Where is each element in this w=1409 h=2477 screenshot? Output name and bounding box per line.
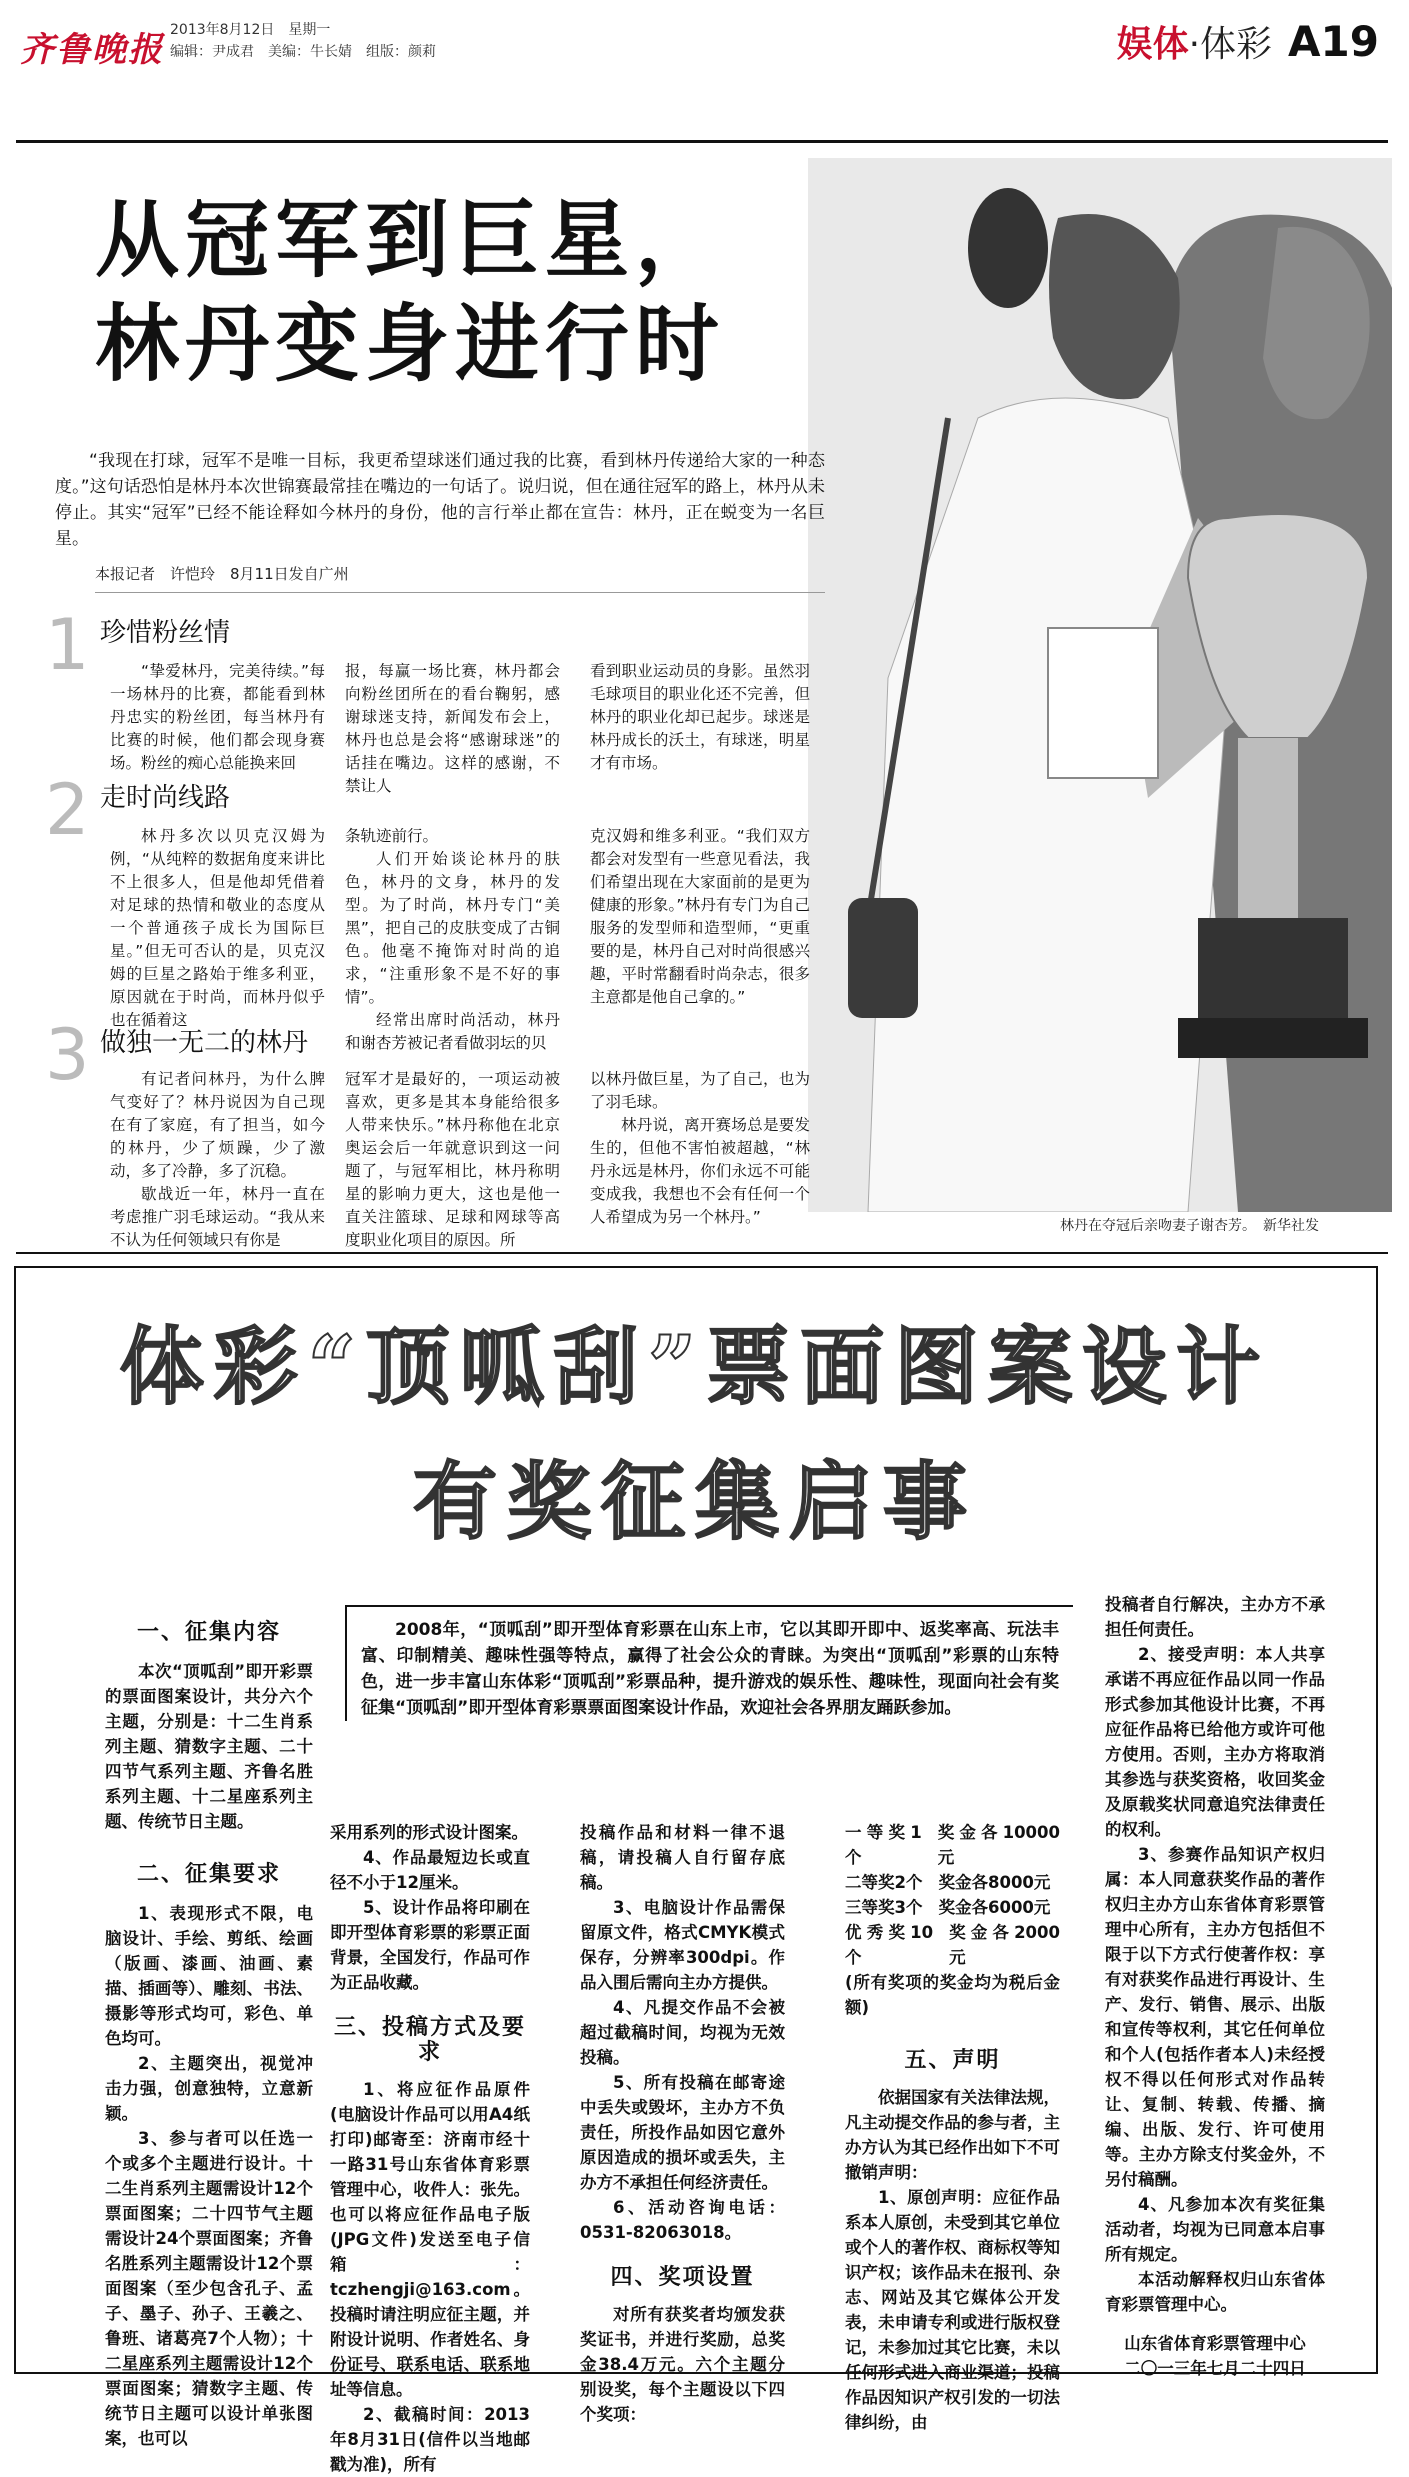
- section-2-title: 走时尚线路: [100, 783, 231, 813]
- ad-heading-4: 四、奖项设置: [610, 2265, 755, 2290]
- header-rule: [16, 140, 1388, 143]
- ad-heading-5: 五、声明: [904, 2048, 1001, 2073]
- headline-line-1: 从冠军到巨星，: [95, 190, 726, 289]
- ad-col-4: 一等奖1个 奖金各10000元 二等奖2个 奖金各8000元 三等奖3个 奖金各6000元 优秀奖10个 奖金各2000元 (所有奖项的奖金均为税后金额) 五、声明 依据国家有关法律法规，凡主动提交作品的参与者，主办方认为其已经作出如下不可撤销声明： 1、原创声明：应征作品系本人原创，未受到其它单位或个人的著作权、商标权等知识产权；该作品未在报刊、杂志、网站及其它媒体公开发表，未申请专利或进行版权登记，未参加过其它比赛，未以任何形式进入商业渠道；投稿作品因知识产权引发的一切法律纠纷，由: [845, 1820, 1060, 2435]
- ad-col-5: 投稿者自行解决，主办方不承担任何责任。 2、接受声明：本人共享承诺不再应征作品以同一作品形式参加其他设计比赛，不再应征作品将已给他方或许可他方使用。否则，主办方将取消其参选与获奖资格，收回奖金及原载奖状同意追究法律责任的权利。 3、参赛作品知识产权归属：本人同意获奖作品的著作权归主办方山东省体育彩票管理中心所有，主办方包括但不限于以下方式行使著作权：享有对获奖作品进行再设计、生产、发行、销售、展示、出版和宣传等权利，其它任何单位和个人(包括作者本人)未经授权不得以任何形式对作品转让、复制、转载、传播、摘编、出版、发行、许可使用等。主办方除支付奖金外，不另付稿酬。 4、凡参加本次有奖征集活动者，均视为已同意本启事所有规定。 本活动解释权归山东省体育彩票管理中心。 山东省体育彩票管理中心 二〇一三年七月二十四日: [1105, 1592, 1325, 2381]
- section-3-number: 3: [45, 1014, 90, 1096]
- section-3-col-3: 以林丹做巨星，为了自己，也为了羽毛球。 林丹说，离开赛场总是要发生的，但他不害怕被超越，“林丹永远是林丹，你们永远不可能变成我，我想也不会有任何一个人希望成为另一个林丹。”: [590, 1070, 810, 1226]
- section-3-title: 做独一无二的林丹: [100, 1028, 309, 1058]
- section-header: [1117, 16, 1379, 67]
- section-2-number: 2: [45, 769, 90, 851]
- ad-signature-org: 山东省体育彩票管理中心: [1124, 2334, 1306, 2353]
- section-1-col-1: “挚爱林丹，完美待续。”每一场林丹的比赛，都能看到林丹忠实的粉丝团，每当林丹有比赛的时候，他们都会现身赛场。粉丝的痴心总能换来回: [110, 662, 325, 772]
- section-name: 娱体: [1116, 24, 1189, 65]
- ad-intro: 2008年，“顶呱刮”即开型体育彩票在山东上市，它以其即开即中、返奖率高、玩法丰富、印制精美、趣味性强等特点，赢得了社会公众的青睐。为突出“顶呱刮”彩票的山东特色，进一步丰富山东体彩“顶呱刮”彩票品种，提升游戏的娱乐性、趣味性，现面向社会有奖征集“顶呱刮”即开型体育彩票票面图案设计作品，欢迎社会各界朋友踊跃参加。: [345, 1605, 1073, 1721]
- section-2-col-2: 条轨迹前行。 人们开始谈论林丹的肤色，林丹的文身，林丹的发型。为了时尚，林丹专门“美黑”，把自己的皮肤变成了古铜色。他毫不掩饰对时尚的追求，“注重形象不是不好的事情”。 经常出席时尚活动，林丹和谢杏芳被记者看做羽坛的贝: [345, 827, 560, 1052]
- headline-line-2: 林丹变身进行时: [95, 294, 726, 393]
- section-2-col-3: 克汉姆和维多利亚。“我们双方都会对发型有一些意见看法，我们希望出现在大家面前的是更为健康的形象。”林丹有专门为自己服务的发型师和造型师，“更重要的是，林丹自己对时尚很感兴趣，平时常翻看时尚杂志，很多主意都是他自己拿的。”: [590, 827, 810, 1006]
- ad-col-2: 采用系列的形式设计图案。 4、作品最短边长或直径不小于12厘米。 5、设计作品将印刷在即开型体育彩票的彩票正面背景，全国发行，作品可作为正品收藏。 三、投稿方式及要求 1、将应征作品原件(电脑设计作品可以用A4纸打印)邮寄至：济南市经十一路31号山东省体育彩票管理中心，收件人：张先。也可以将应征作品电子版(JPG文件)发送至电子信箱：tczhengji@163.com。投稿时请注明应征主题，并附设计说明、作者姓名、身份证号、联系电话、联系地址等信息。 2、截稿时间：2013年8月31日(信件以当地邮戳为准)，所有: [330, 1823, 530, 2474]
- byline-rule: [95, 592, 825, 593]
- page-number: A19: [1288, 17, 1379, 66]
- prize-row: 一等奖1个 奖金各10000元: [845, 1823, 1060, 1867]
- section-1-col-2: 报，每赢一场比赛，林丹都会向粉丝团所在的看台鞠躬，感谢球迷支持，新闻发布会上，林丹也总是会将“感谢球迷”的话挂在嘴边。这样的感谢，不禁让人: [345, 662, 560, 795]
- news-photo: [808, 158, 1392, 1212]
- section-1-col-3: 看到职业运动员的身影。虽然羽毛球项目的职业化还不完善，但林丹的职业化却已起步。球迷是林丹成长的沃土，有球迷，明星才有市场。: [590, 662, 810, 772]
- kiss-photo-illustration: [808, 158, 1392, 1212]
- staff-line: 编辑：尹成君 美编：牛长婧 组版：颜莉: [170, 44, 436, 60]
- ad-col-1: 一、征集内容 本次“顶呱刮”即开彩票的票面图案设计，共分六个主题，分别是：十二生肖系列主题、猜数字主题、二十四节气系列主题、齐鲁名胜系列主题、十二星座系列主题、传统节日主题。 二、征集要求 1、表现形式不限，电脑设计、手绘、剪纸、绘画（版画、漆画、油画、素描、插画等）、雕刻、书法、摄影等形式均可，彩色、单色均可。 2、主题突出，视觉冲击力强，创意独特，立意新颖。 3、参与者可以任选一个或多个主题进行设计。十二生肖系列主题需设计12个票面图案；二十四节气主题需设计24个票面图案；齐鲁名胜系列主题需设计12个票面图案（至少包含孔子、孟子、墨子、孙子、王羲之、鲁班、诸葛亮7个人物）；十二星座系列主题需设计12个票面图案；猜数字主题、传统节日主题可以设计单张图案，也可以: [105, 1620, 313, 2448]
- ad-heading-2: 二、征集要求: [136, 1862, 281, 1887]
- prize-note: (所有奖项的奖金均为税后金额): [845, 1973, 1060, 2017]
- section-2-col-1: 林丹多次以贝克汉姆为例，“从纯粹的数据角度来讲比不上很多人，但是他却凭借着对足球的热情和敬业的态度从一个普通孩子成长为国际巨星。”但无可否认的是，贝克汉姆的巨星之路始于维多利亚，原因就在于时尚，而林丹似乎也在循着这: [110, 827, 325, 1029]
- ad-heading-1: 一、征集内容: [136, 1620, 281, 1645]
- ad-title-line-2: 有奖征集启事: [412, 1452, 977, 1551]
- prize-list: [845, 1820, 1060, 2020]
- ad-signature-date: 二〇一三年七月二十四日: [1124, 2359, 1306, 2378]
- prize-row: 二等奖2个 奖金各8000元: [845, 1873, 1051, 1892]
- prize-row: 优秀奖10个 奖金各2000元: [845, 1923, 1060, 1967]
- photo-caption: 林丹在夺冠后亲吻妻子谢杏芳。 新华社发: [1060, 1218, 1319, 1234]
- section-3-col-1: 有记者问林丹，为什么脾气变好了？林丹说因为自己现在有了家庭，有了担当，如今的林丹，少了烦躁，少了激动，多了冷静，多了沉稳。 歇战近一年，林丹一直在考虑推广羽毛球运动。“我从来不认为任何领域只有你是: [110, 1070, 325, 1249]
- section-3-col-2: 冠军才是最好的，一项运动被喜欢，更多是其本身能给很多人带来快乐。”林丹称他在北京奥运会后一年就意识到这一问题了，与冠军相比，林丹称明星的影响力更大，这也是他一直关注篮球、足球和网球等高度职业化项目的原因。所: [345, 1070, 560, 1249]
- section-1-title: 珍惜粉丝情: [100, 618, 231, 648]
- date-line: 2013年8月12日 星期一: [170, 22, 331, 38]
- article-bottom-rule: [16, 1252, 1388, 1254]
- ad-col-3: 投稿作品和材料一律不退稿，请投稿人自行留存底稿。 3、电脑设计作品需保留原文件，格式CMYK模式保存，分辨率300dpi。作品入围后需向主办方提供。 4、凡提交作品不会被超过截稿时间，均视为无效投稿。 5、所有投稿在邮寄途中丢失或毁坏，主办方不负责任，所投作品如因它意外原因造成的损坏或丢失，主办方不承担任何经济责任。 6、活动咨询电话：0531-82063018。 四、奖项设置 对所有获奖者均颁发获奖证书，并进行奖励，总奖金38.4万元。六个主题分别设奖，每个主题设以下四个奖项：: [580, 1823, 785, 2424]
- prize-row: 三等奖3个 奖金各6000元: [845, 1898, 1051, 1917]
- section-sub: ·体彩: [1188, 24, 1273, 65]
- ad-title-line-1: 体彩“顶呱刮”票面图案设计: [119, 1317, 1271, 1416]
- section-1-number: 1: [45, 604, 90, 686]
- newspaper-logo: 齐鲁晚报: [20, 30, 164, 70]
- ad-heading-3: 三、投稿方式及要求: [333, 2015, 526, 2065]
- article-lede: “我现在打球，冠军不是唯一目标，我更希望球迷们通过我的比赛，看到林丹传递给大家的一种态度。”这句话恐怕是林丹本次世锦赛最常挂在嘴边的一句话了。说归说，但在通往冠军的路上，林丹从未停止。其实“冠军”已经不能诠释如今林丹的身份，他的言行举止都在宣告：林丹，正在蜕变为一名巨星。: [55, 451, 825, 549]
- byline: 本报记者 许恺玲 8月11日发自广州: [95, 565, 349, 583]
